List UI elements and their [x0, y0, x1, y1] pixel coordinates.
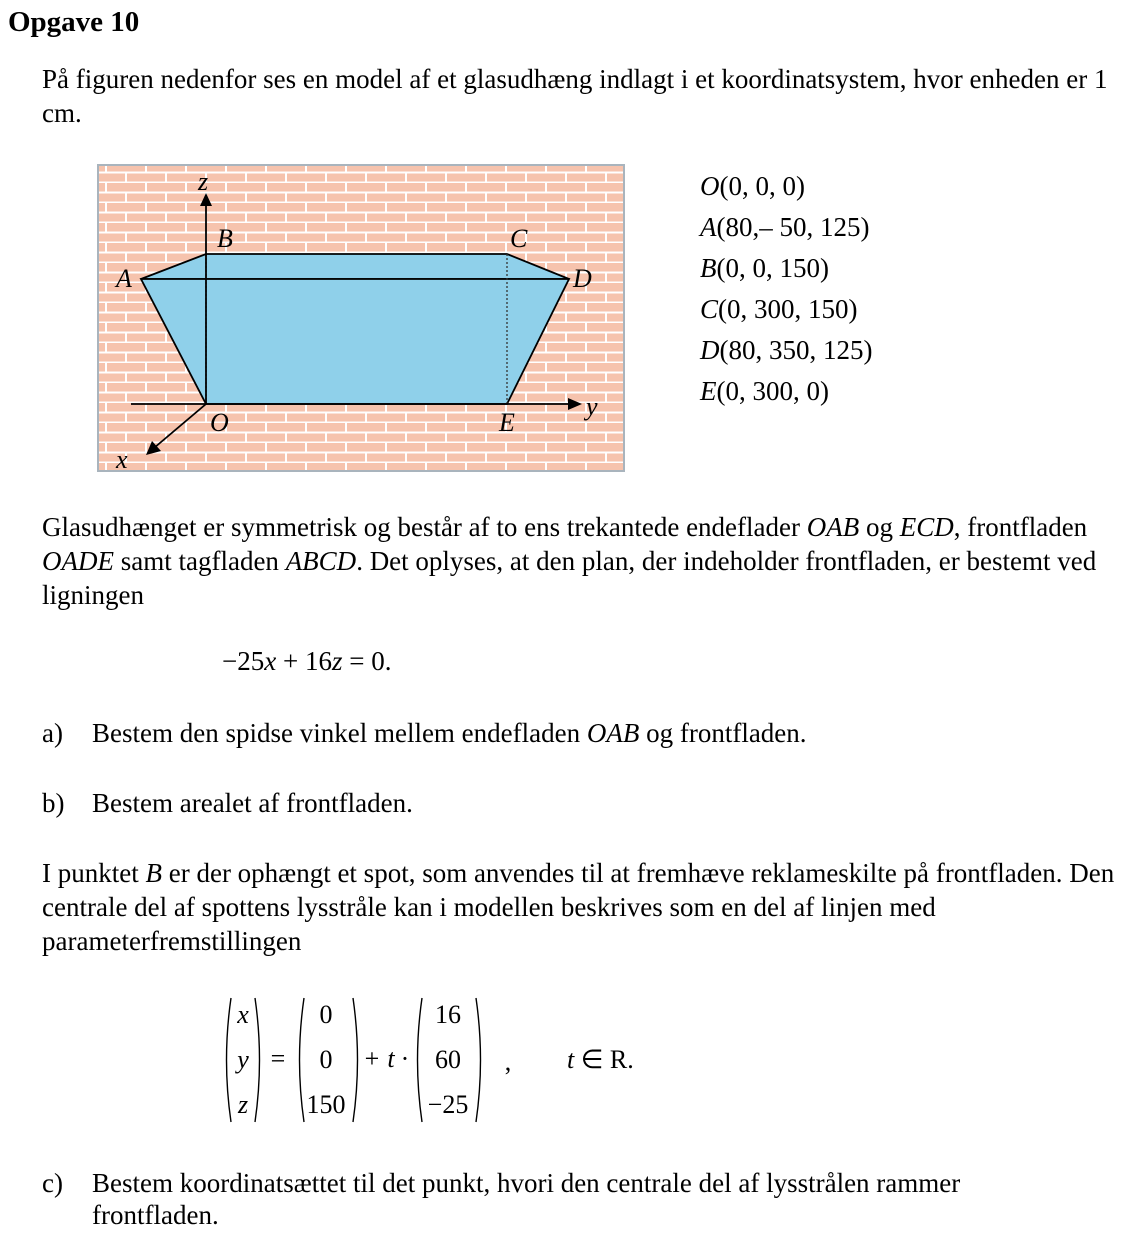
point-o — [700, 166, 872, 207]
point-y: 0 — [319, 1045, 333, 1074]
point-c — [700, 289, 872, 330]
lhs-z: z — [237, 1090, 249, 1119]
description-paragraph: Glasudhænget er symmetrisk og består af to ens trekantede endeflader OAB og ECD, frontfladen OADE samt tagfladen ABCD. Det oplyses, at den plan, der indeholder frontfladen, er bestemt ved ligningen — [42, 512, 1097, 610]
label-c: C — [510, 224, 528, 253]
point-name: C — [700, 294, 719, 324]
domain: t ∈ R. — [567, 1045, 634, 1074]
lhs-x: x — [237, 1000, 249, 1029]
plane-equation: −25x + 16z = 0. — [222, 646, 392, 676]
question-c-continued: frontfladen. — [92, 1200, 219, 1230]
label-d: D — [573, 264, 592, 293]
point-name: D — [700, 335, 720, 365]
point-name: O — [700, 171, 720, 201]
param-t: t — [387, 1044, 395, 1073]
point-coords: (0, 0, 0) — [719, 171, 805, 201]
question-b: b) Bestem arealet af frontfladen. — [42, 788, 413, 818]
dir-z: −25 — [427, 1090, 469, 1119]
point-name: B — [700, 253, 717, 283]
lhs-y: y — [237, 1045, 249, 1074]
dot-sign: · — [400, 1044, 410, 1073]
point-name: A — [700, 212, 717, 242]
label-x: x — [116, 445, 128, 473]
label-o: O — [210, 408, 229, 437]
label-b: B — [217, 224, 233, 253]
label-a: A — [116, 264, 132, 293]
label-z: z — [198, 167, 209, 196]
equals-sign: = — [270, 1044, 286, 1073]
exercise-title: Opgave 10 — [8, 6, 140, 38]
point-coords: (0, 300, 150) — [718, 294, 858, 324]
point-name: E — [700, 376, 717, 406]
dir-x: 16 — [435, 1000, 461, 1029]
plus-sign: + — [364, 1044, 380, 1073]
spotlight-paragraph: I punktet B er der ophængt et spot, som anvendes til at fremhæve reklameskilte på frontfladen. Den centrale del af spottens lysstråle kan i modellen beskrives som en del af linjen med parameterfremstillingen — [42, 858, 1115, 956]
point-a — [700, 207, 872, 248]
label-y: y — [586, 392, 598, 421]
point-e — [700, 371, 872, 412]
point-coords: (0, 300, 0) — [716, 376, 829, 406]
dir-y: 60 — [435, 1045, 461, 1074]
point-coords: (80,– 50, 125) — [716, 212, 870, 242]
point-x: 0 — [319, 1000, 333, 1029]
question-a: a) Bestem den spidse vinkel mellem endefladen OAB og frontfladen. — [42, 718, 807, 748]
point-d — [700, 330, 872, 371]
intro-paragraph: På figuren nedenfor ses en model af et glasudhæng indlagt i et koordinatsystem, hvor enheden er 1 cm. — [42, 64, 1108, 128]
comma: , — [504, 1047, 512, 1076]
label-e: E — [499, 408, 515, 437]
point-z: 150 — [306, 1090, 346, 1119]
point-coords: (0, 0, 150) — [716, 253, 829, 283]
point-coordinates-list — [700, 166, 872, 412]
point-coords: (80, 350, 125) — [719, 335, 873, 365]
parametric-equation — [215, 990, 655, 1130]
glass-canopy-figure — [96, 163, 626, 473]
point-b — [700, 248, 872, 289]
question-c: c) Bestem koordinatsættet til det punkt, hvori den centrale del af lysstrålen rammer — [42, 1168, 961, 1198]
